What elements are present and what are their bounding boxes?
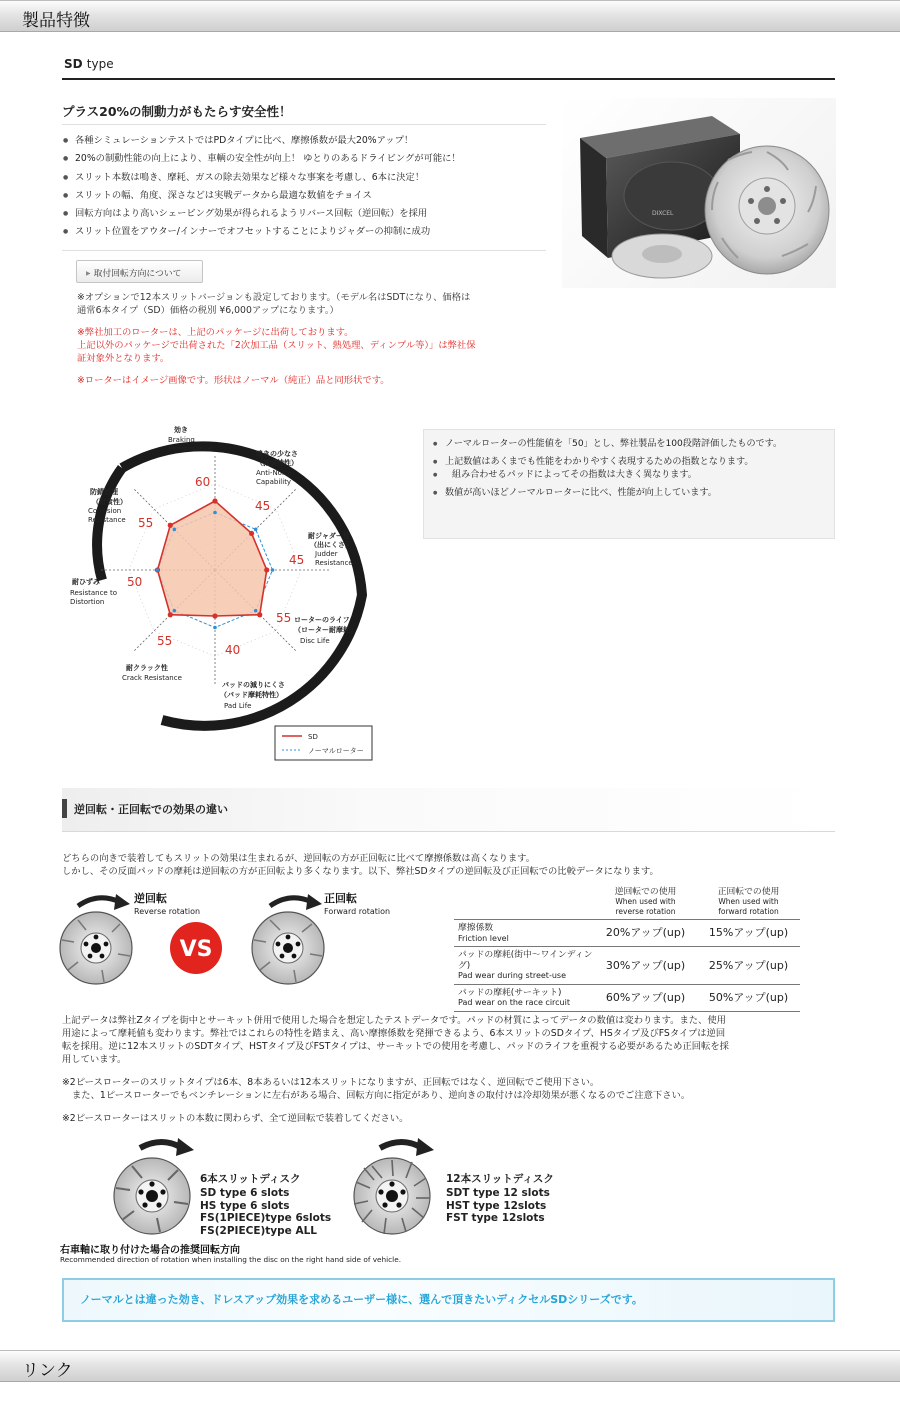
axis-label-judder-ja: （出にくさ） [310, 541, 352, 549]
axis-label-disclife-ja: ローターのライフ [294, 616, 350, 624]
rotor-hub-hole [758, 197, 776, 215]
forward-arrow-icon [270, 898, 312, 906]
six-slot-model: SD type 6 slots [200, 1187, 290, 1199]
section2-body-line: 転を採用。逆に12本スリットのSDTタイプ、HSTタイプ及びFSTタイプは、サーキットでの使用を考慮し、パッドのライフを重視する必要があるため正回転を採 [62, 1041, 729, 1052]
radar-point-normal [156, 568, 160, 572]
twelve-slot-title: 12本スリットディスク [446, 1173, 554, 1185]
six-slot-model: FS(2PIECE)type ALL [200, 1224, 317, 1237]
feature-list [62, 132, 461, 242]
divider [62, 250, 546, 251]
links-header [0, 1350, 900, 1382]
radar-point-sd [212, 498, 217, 503]
info-item-text: 組み合わせるパッドによってその指数は大きく異なります。 [452, 470, 697, 480]
six-slot-title: 6本スリットディスク [200, 1173, 301, 1185]
vs-icon [170, 922, 222, 974]
two-piece-warning [62, 1076, 835, 1102]
axis-label-distortion-en: Resistance to [70, 589, 117, 597]
info-item: ● 上記数値はあくまでも性能をわかりやすく表現するための指数となります。 [432, 456, 834, 470]
table-row [454, 984, 800, 1011]
rotor-bolt-hole [764, 186, 770, 192]
table-cell-reverse: 30%アップ(up) [594, 947, 697, 985]
data-label-disclife: 55 [276, 611, 292, 625]
axis-label-judder-en: Judder [315, 550, 338, 558]
feature-item: ● スリットの幅、角度、深さなどは実戦データから最適な数値をチョイス [62, 187, 461, 205]
rotor-bolt-hole [754, 218, 760, 224]
table-cell-reverse: 20%アップ(up) [594, 920, 697, 947]
radar-outer-ring [97, 468, 122, 580]
radar-point-normal [173, 609, 177, 613]
table-cell-forward: 50%アップ(up) [697, 984, 800, 1011]
section2-intro [62, 852, 835, 878]
section2-body-line: 用しています。 [62, 1054, 127, 1065]
table-header-reverse-en: reverse rotation [615, 907, 676, 916]
radar-point-normal [271, 568, 275, 572]
radar-point-sd [264, 567, 269, 572]
legend-sd-label: SD [308, 733, 318, 741]
radar-legend [275, 726, 372, 760]
rotation-direction-button[interactable] [76, 260, 203, 283]
feature-item: ● スリット本数は鳴き、摩耗、ガスの除去効果など様々な事案を考慮し、6本に決定！ [62, 169, 461, 187]
radar-point-sd [257, 612, 262, 617]
radar-point-sd [212, 613, 217, 618]
option-note-line: ※オプションで12本スリットバージョンも設定しております。（モデル名はSDTになり、価格は [77, 292, 471, 303]
section2-header [62, 788, 835, 832]
table-row [454, 920, 800, 947]
reverse-rotation-disc [60, 912, 132, 984]
feature-item: ● 各種シミュレーションテストではPDタイプに比べ、摩擦係数が最大20%アップ！ [62, 132, 461, 150]
six-slot-model: HS type 6 slots [200, 1199, 290, 1212]
axis-label-noise-en: Anti-Noise [256, 469, 292, 477]
image-note: ※ローターはイメージ画像です。形状はノーマル（純正）品と同形状です。 [77, 375, 390, 386]
table-header-blank [454, 884, 594, 920]
section-title-main: SD [64, 57, 83, 71]
page-header [0, 0, 900, 32]
radar-point-normal [254, 609, 258, 613]
warranty-note-line: 上記以外のパッケージで出荷された「2次加工品（スリット、熱処理、ディンプル等）」は弊社保 [77, 340, 476, 351]
feature-item: ● 回転方向はより高いシェービング効果が得られるようリバース回転（逆回転）を採用 [62, 205, 461, 223]
six-slot-model: FS(1PIECE)type 6slots [200, 1212, 332, 1224]
data-label-corrosion: 55 [138, 516, 154, 530]
axis-label-braking-en: Braking [168, 436, 195, 444]
axis-label-padlife-en: Pad Life [224, 702, 252, 710]
table-row [454, 947, 800, 985]
axis-label-noise-ja: （減衰特性） [256, 459, 298, 467]
divider [62, 124, 546, 125]
rotation-direction-button-label: 取付回転方向について [93, 269, 182, 279]
axis-label-braking-en: Performance [168, 445, 213, 453]
comparison-table [454, 884, 800, 1012]
reverse-arrow-head-icon [114, 894, 130, 910]
rotor-image [562, 98, 836, 288]
warranty-note-line: 証対象外となります。 [77, 353, 170, 364]
section2-body-line: 上記データは弊社Zタイプを街中とサーキット併用で使用した場合を想定したテストデータです。パッドの材質によってデータの数値は変わります。また、使用 [62, 1015, 726, 1026]
axis-label-distortion-en: Distortion [70, 598, 105, 606]
radar-point-normal [173, 528, 177, 532]
section2-body-line: 用途によって摩耗値も変わります。弊社ではこれらの特性を踏まえ、高い摩擦係数を発揮できるよう、6本スリットのSDタイプ、HSタイプ及びFSタイプは逆回 [62, 1028, 726, 1039]
table-header-forward-ja: 正回転での使用 [717, 887, 780, 897]
forward-arrow-head-icon [306, 894, 322, 910]
forward-label-ja: 正回転 [324, 892, 357, 905]
radar-point-sd [168, 523, 173, 528]
table-header-reverse-ja: 逆回転での使用 [614, 887, 677, 897]
section2-intro-line: しかし、その反面パッドの摩耗は逆回転の方が正回転より多くなります。以下、弊社SDタイプの逆回転及び正回転での比較データになります。 [62, 866, 659, 877]
six-slot-disc [114, 1158, 190, 1234]
data-label-noise: 45 [255, 499, 271, 513]
reverse-arrow-icon [78, 898, 120, 906]
table-cell-forward: 15%アップ(up) [697, 920, 800, 947]
table-cell-reverse: 60%アップ(up) [594, 984, 697, 1011]
section-title [62, 56, 835, 80]
table-header-forward [697, 884, 800, 920]
section-title-sub: type [86, 57, 114, 71]
table-cell-forward: 25%アップ(up) [697, 947, 800, 985]
warranty-note-line: ※弊社加工のローターは、上記のパッケージに出荷しております。 [77, 327, 354, 338]
data-label-crack: 55 [157, 634, 173, 648]
rotation-caption-ja: 右車軸に取り付けた場合の推奨回転方向 [60, 1245, 240, 1256]
forward-label-en: Forward rotation [324, 907, 391, 916]
axis-label-corrosion-en: Resistance [88, 516, 126, 524]
option-note [77, 291, 547, 317]
info-item: ● 数値が高いほどノーマルローターに比べ、性能が向上しています。 [432, 487, 834, 501]
data-label-braking: 60 [195, 475, 211, 489]
box-brand-label: DIXCEL [652, 210, 674, 217]
twelve-slot-arrow-icon [380, 1142, 422, 1148]
axis-label-corrosion-en: Corrosion [88, 507, 122, 515]
rotor-bolt-hole [748, 198, 754, 204]
table-row-label [454, 947, 594, 985]
table-header-reverse [594, 884, 697, 920]
twelve-slot-model: SDT type 12 slots [446, 1187, 550, 1199]
triangle-right-icon: ▶ [86, 270, 91, 277]
legend-normal-label: ノーマルローター [308, 747, 364, 755]
data-label-judder: 45 [289, 553, 305, 567]
twelve-slot-disc [354, 1158, 430, 1234]
data-label-distortion: 50 [127, 575, 143, 589]
warning-line: ※2ピースローターのスリットタイプは6本、8本あるいは12本スリットになりますが、正回転ではなく、逆回転でご使用下さい。 [62, 1077, 600, 1088]
section2-intro-line: どちらの向きで装着してもスリットの効果は生まれるが、逆回転の方が正回転に比べて摩擦係数は高くなります。 [62, 853, 536, 864]
radar-point-normal [254, 528, 258, 532]
rotation-comparison-svg [58, 886, 408, 996]
info-item-continued [432, 469, 834, 483]
twelve-slot-models [446, 1187, 550, 1225]
axis-label-noise-ja: 鳴きの少なさ [256, 450, 298, 458]
axis-label-disclife-ja: （ローター耐摩耗） [294, 626, 357, 634]
radar-point-sd [168, 612, 173, 617]
reverse-label-en: Reverse rotation [134, 907, 201, 916]
twelve-slot-arrow-head-icon [416, 1138, 434, 1156]
radar-chart-svg [62, 410, 392, 770]
six-slot-arrow-icon [140, 1142, 182, 1148]
table-header-forward-en: forward rotation [718, 907, 779, 916]
option-note-line: 通常6本タイプ（SD）価格の税別 ¥6,000アップになります。） [77, 305, 339, 316]
axis-label-disclife-en: Disc Life [300, 637, 330, 645]
axis-label-judder-en: Resistance [315, 559, 353, 567]
row-label-ja: 摩擦係数 [458, 923, 494, 933]
warning-line: また、1ピースローターでもベンチレーションに左右がある場合、回転方向に指定があり、逆向きの取付けは冷却効果が悪くなるのでご注意下さい。 [72, 1090, 691, 1101]
axis-label-braking-ja: 効き [174, 426, 188, 434]
rotation-caption-en: Recommended direction of rotation when installing the disc on the right hand side of vehicle. [60, 1255, 402, 1264]
axis-label-crack-ja: 耐クラック性 [126, 664, 168, 672]
section2-bar [62, 799, 67, 818]
six-slot-models [200, 1187, 331, 1237]
table-header-reverse-en: When used with [615, 897, 676, 906]
radar-point-normal [213, 511, 217, 515]
rotor-bolt-hole [774, 218, 780, 224]
radar-point-normal [213, 626, 217, 630]
axis-label-padlife-ja: （パッド摩耗特性） [220, 691, 283, 699]
rotor-bolt-hole [780, 198, 786, 204]
radar-point-sd [249, 531, 254, 536]
closing-banner: ノーマルとは違った効き、ドレスアップ効果を求めるユーザー様に、選んで頂きたいディクセルSDシリーズです。 [62, 1278, 835, 1322]
row-label-ja: パッドの摩耗(街中〜ワインディング) [458, 950, 593, 971]
radar-chart [62, 410, 392, 770]
rotor-front-hat [642, 245, 682, 263]
warranty-note [77, 326, 547, 365]
row-label-en: Pad wear on the race circuit [458, 998, 570, 1007]
axis-label-crack-en: Crack Resistance [122, 674, 182, 682]
two-piece-warning-2: ※2ピースローターはスリットの本数に関わらず、全て逆回転で装着してください。 [62, 1113, 409, 1124]
reverse-label-ja: 逆回転 [134, 892, 167, 905]
section2-title: 逆回転・正回転での効果の違い [74, 803, 228, 816]
rotation-comparison [58, 886, 408, 996]
feature-item: ● 20%の制動性能の向上により、車輌の安全性が向上！ ゆとりのあるドライビングが可能に！ [62, 150, 461, 168]
axis-label-padlife-ja: パッドの減りにくさ [222, 681, 285, 689]
chart-info-box [423, 429, 835, 539]
table-header-forward-en: When used with [718, 897, 779, 906]
axis-label-corrosion-ja: 防錆処理 [90, 488, 118, 496]
table-row-label [454, 984, 594, 1011]
six-slot-arrow-head-icon [176, 1138, 194, 1156]
axis-label-judder-ja: 耐ジャダー性 [308, 532, 350, 540]
links-title: リンク [22, 1361, 73, 1381]
row-label-en: Friction level [458, 933, 509, 943]
feature-item: ● スリット位置をアウター/インナーでオフセットすることによりジャダーの抑制に成功 [62, 223, 461, 241]
headline: プラス20%の制動力がもたらす安全性！ [62, 104, 292, 119]
product-photo [562, 98, 836, 288]
table-row-label [454, 920, 594, 947]
page-title: 製品特徴 [22, 11, 90, 31]
section2-body [62, 1014, 835, 1066]
row-label-en: Pad wear during street-use [458, 971, 566, 980]
radar-series-sd [158, 501, 267, 616]
axis-label-distortion-ja: 耐ひずみ [72, 578, 100, 586]
row-label-ja: パッドの摩耗(サーキット) [458, 987, 562, 998]
forward-rotation-disc [252, 912, 324, 984]
vs-label: VS [179, 937, 213, 962]
axis-label-corrosion-ja: （耐食性） [92, 498, 127, 506]
comparison-table-header [454, 884, 800, 920]
info-item: ● ノーマルローターの性能値を「50」とし、弊社製品を100段階評価したものです。 [432, 438, 834, 452]
twelve-slot-model: FST type 12slots [446, 1212, 545, 1224]
axis-label-noise-en: Capability [256, 478, 292, 486]
data-label-padlife: 40 [225, 643, 241, 657]
twelve-slot-model: HST type 12slots [446, 1199, 547, 1212]
